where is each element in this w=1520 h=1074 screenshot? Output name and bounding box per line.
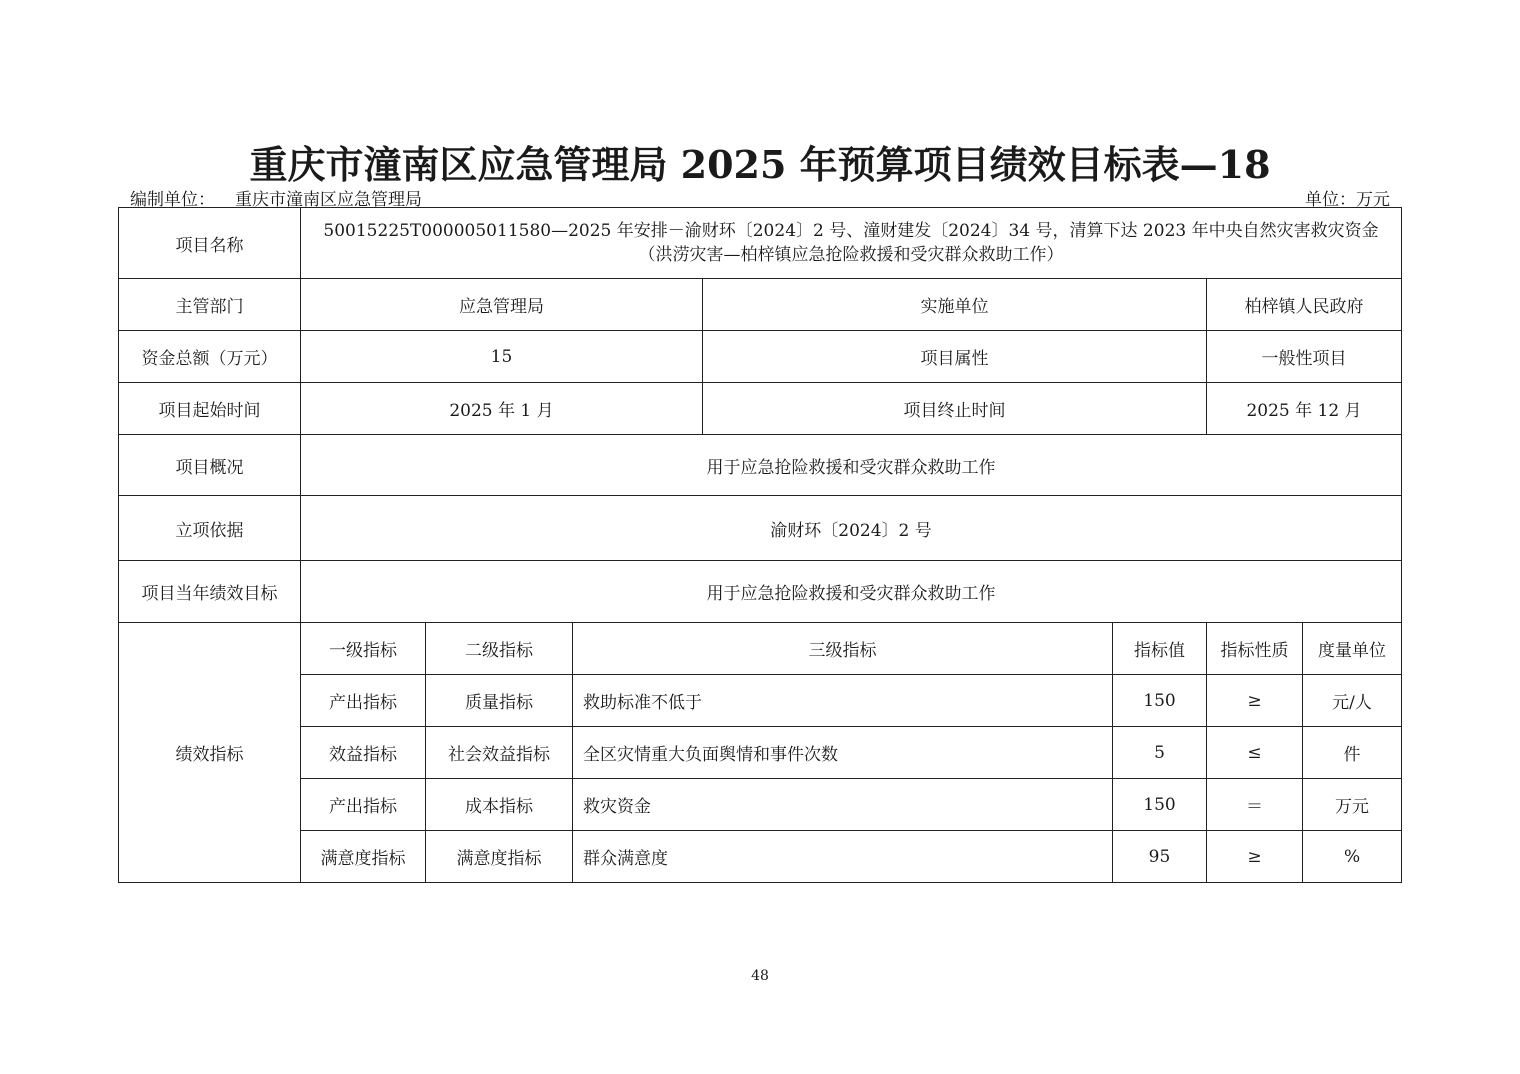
level3-cell: 全区灾情重大负面舆情和事件次数 <box>573 727 1113 779</box>
header-value: 指标值 <box>1113 623 1207 675</box>
page-title: 重庆市潼南区应急管理局 2025 年预算项目绩效目标表—18 <box>249 142 1271 187</box>
table-row <box>119 675 1402 727</box>
project-name-line1: 50015225T000005011580—2025 年安排－渝财环〔2024〕2 号、潼财建发〔2024〕34 号，清算下达 2023 年中央自然灾害救灾资金 <box>323 221 1379 241</box>
unit-cell: 件 <box>1303 727 1402 779</box>
value-cell: 5 <box>1113 727 1207 779</box>
row-basis <box>119 496 1402 561</box>
start-label: 项目起始时间 <box>119 383 301 435</box>
level2-cell: 满意度指标 <box>426 831 573 883</box>
impl-value: 柏梓镇人民政府 <box>1207 279 1402 331</box>
level3-cell: 救助标准不低于 <box>573 675 1113 727</box>
level1-cell: 满意度指标 <box>301 831 426 883</box>
level2-cell: 质量指标 <box>426 675 573 727</box>
end-value: 2025 年 12 月 <box>1207 383 1402 435</box>
row-time <box>119 383 1402 435</box>
table-row <box>119 831 1402 883</box>
project-name-line2: （洪涝灾害—柏梓镇应急抢险救援和受灾群众救助工作） <box>638 245 1064 265</box>
level2-cell: 社会效益指标 <box>426 727 573 779</box>
indicator-header-row <box>119 623 1402 675</box>
nature-cell: ≤ <box>1207 727 1303 779</box>
level1-cell: 效益指标 <box>301 727 426 779</box>
row-department <box>119 279 1402 331</box>
attr-label: 项目属性 <box>703 331 1207 383</box>
overview-value: 用于应急抢险救援和受灾群众救助工作 <box>301 435 1402 496</box>
overview-label: 项目概况 <box>119 435 301 496</box>
budget-performance-table <box>118 207 1402 883</box>
header-level1: 一级指标 <box>301 623 426 675</box>
value-cell: 95 <box>1113 831 1207 883</box>
fund-value: 15 <box>301 331 703 383</box>
goal-label: 项目当年绩效目标 <box>119 561 301 623</box>
unit-label: 单位：万元 <box>1305 190 1390 210</box>
compile-unit-label: 编制单位： <box>130 190 215 210</box>
unit-cell: % <box>1303 831 1402 883</box>
row-fund <box>119 331 1402 383</box>
unit-cell: 元/人 <box>1303 675 1402 727</box>
impl-label: 实施单位 <box>703 279 1207 331</box>
page-number: 48 <box>751 968 769 984</box>
goal-value: 用于应急抢险救援和受灾群众救助工作 <box>301 561 1402 623</box>
row-project-name <box>119 208 1402 279</box>
row-goal <box>119 561 1402 623</box>
row-overview <box>119 435 1402 496</box>
level3-cell: 群众满意度 <box>573 831 1113 883</box>
level2-cell: 成本指标 <box>426 779 573 831</box>
header-level3: 三级指标 <box>573 623 1113 675</box>
value-cell: 150 <box>1113 675 1207 727</box>
project-name-label: 项目名称 <box>119 208 301 279</box>
dept-value: 应急管理局 <box>301 279 703 331</box>
header-level2: 二级指标 <box>426 623 573 675</box>
project-name-value <box>301 208 1402 279</box>
dept-label: 主管部门 <box>119 279 301 331</box>
basis-label: 立项依据 <box>119 496 301 561</box>
compile-unit-value: 重庆市潼南区应急管理局 <box>235 190 422 210</box>
value-cell: 150 <box>1113 779 1207 831</box>
attr-value: 一般性项目 <box>1207 331 1402 383</box>
unit-cell: 万元 <box>1303 779 1402 831</box>
level1-cell: 产出指标 <box>301 675 426 727</box>
indicator-section-label: 绩效指标 <box>119 623 301 883</box>
nature-cell: ≥ <box>1207 831 1303 883</box>
level3-cell: 救灾资金 <box>573 779 1113 831</box>
fund-label: 资金总额（万元） <box>119 331 301 383</box>
basis-value: 渝财环〔2024〕2 号 <box>301 496 1402 561</box>
header-nature: 指标性质 <box>1207 623 1303 675</box>
end-label: 项目终止时间 <box>703 383 1207 435</box>
start-value: 2025 年 1 月 <box>301 383 703 435</box>
header-unit: 度量单位 <box>1303 623 1402 675</box>
table-row <box>119 779 1402 831</box>
level1-cell: 产出指标 <box>301 779 426 831</box>
nature-cell: ＝ <box>1207 779 1303 831</box>
nature-cell: ≥ <box>1207 675 1303 727</box>
table-row <box>119 727 1402 779</box>
